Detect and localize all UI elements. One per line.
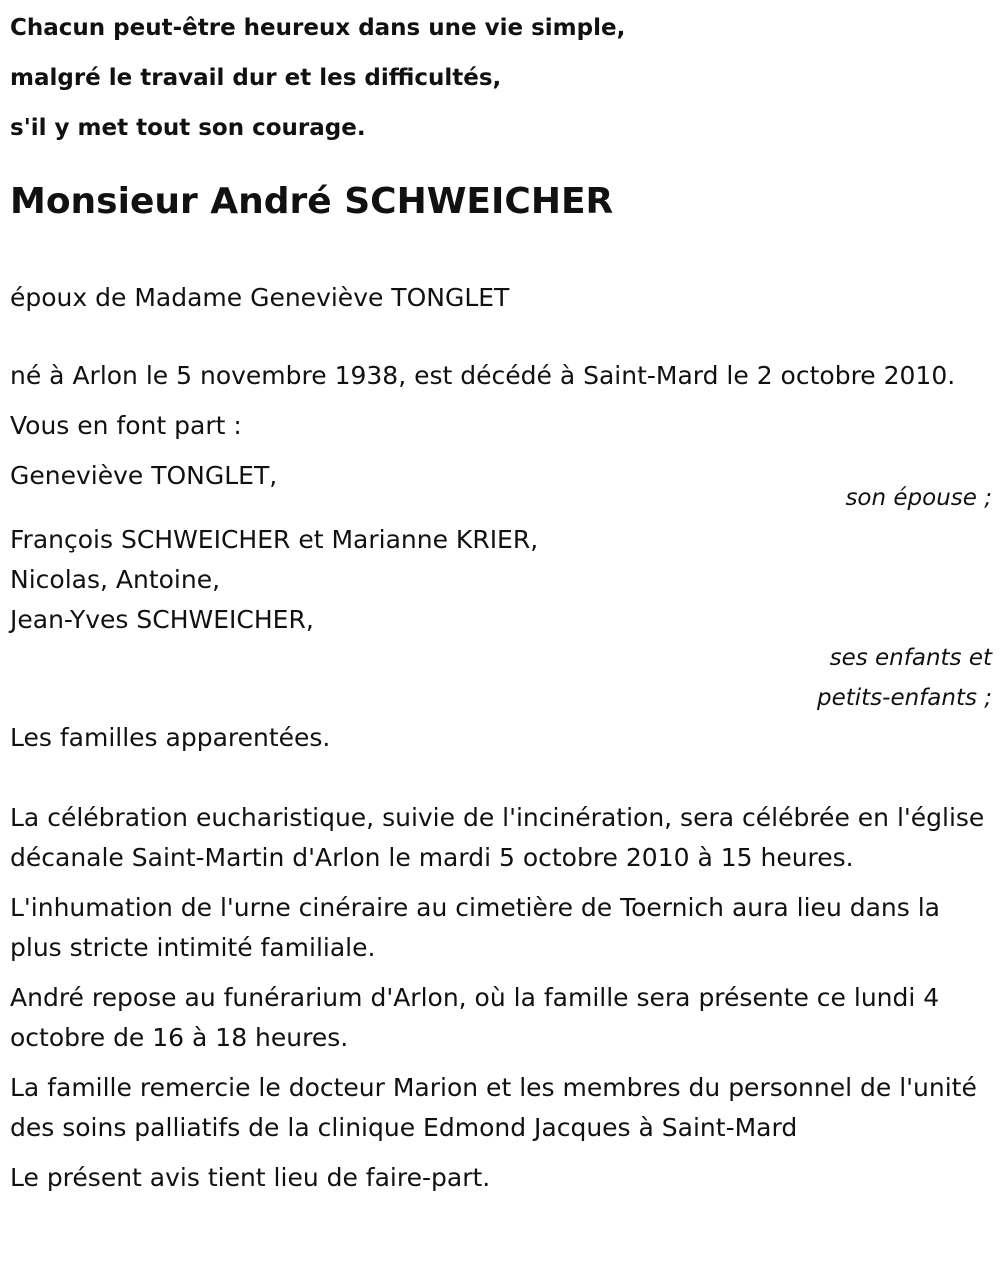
child-line-3: Jean-Yves SCHWEICHER, [10,605,314,634]
spouse-role: son épouse ; [845,485,992,511]
child-line-1: François SCHWEICHER et Marianne KRIER, [10,525,539,554]
epigraph [10,0,992,153]
child-line-2: Nicolas, Antoine, [10,565,221,594]
thanks-paragraph: La famille remercie le docteur Marion et les membres du personnel de l'unité des soins palliatifs de la clinique Edmond Jacques à Saint-Mard [10,1073,977,1142]
celebration-paragraph: La célébration eucharistique, suivie de l'incinération, sera célébrée en l'église décanale Saint-Martin d'Arlon le mardi 5 octobre 2010 à 15 heures. [10,803,985,872]
children-role-line-2: petits-enfants ; [816,685,992,711]
spouse-name: Geneviève TONGLET, [10,461,278,490]
obituary-notice [10,0,992,1198]
epigraph-line-1: Chacun peut-être heureux dans une vie simple, [10,15,626,41]
funerarium-paragraph: André repose au funérarium d'Arlon, où la famille sera présente ce lundi 4 octobre de 16 à 18 heures. [10,983,940,1052]
announcement-intro: Vous en font part : [10,411,242,440]
epigraph-line-2: malgré le travail dur et les difficultés, [10,65,502,91]
inhumation-paragraph: L'inhumation de l'urne cinéraire au cimetière de Toernich aura lieu dans la plus stricte intimité familiale. [10,893,941,962]
spouse-line: époux de Madame Geneviève TONGLET [10,283,510,312]
deceased-name: Monsieur André SCHWEICHER [10,181,614,222]
birth-death-line: né à Arlon le 5 novembre 1938, est décédé à Saint-Mard le 2 octobre 2010. [10,361,956,390]
closing-line: Le présent avis tient lieu de faire-part. [10,1163,491,1192]
families-line: Les familles apparentées. [10,723,331,752]
children-role-line-1: ses enfants et [829,645,992,671]
epigraph-line-3: s'il y met tout son courage. [10,115,366,141]
